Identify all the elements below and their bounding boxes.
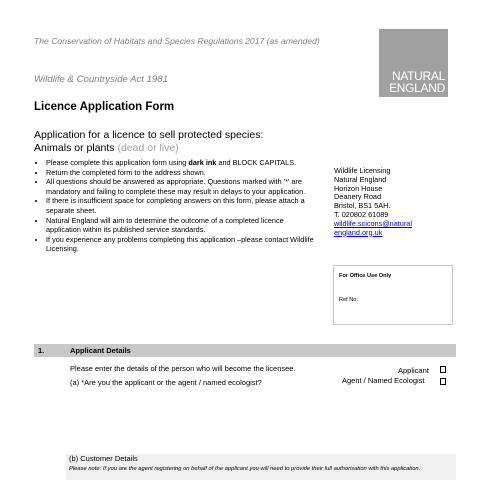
instruction-text: and BLOCK CAPITALS. <box>216 158 297 167</box>
return-address <box>334 167 412 237</box>
address-line: Bristol, BS1 5AH. <box>334 201 391 211</box>
instructions-list <box>32 158 314 254</box>
section-title: Applicant Details <box>70 346 131 355</box>
agent-checkbox[interactable] <box>440 378 446 385</box>
office-use-heading: For Office Use Only <box>339 273 392 279</box>
act-text: Wildlife & Countryside Act 1981 <box>34 74 168 85</box>
section-intro: Please enter the details of the person who will become the licensee. <box>70 364 296 373</box>
address-line: Deanery Road <box>334 192 382 202</box>
subtitle-line-1: Application for a licence to sell protected species: <box>34 129 264 141</box>
customer-details-box <box>66 454 456 480</box>
instruction-emphasis: dark ink <box>188 158 217 167</box>
regulation-text: The Conservation of Habitats and Species Regulations 2017 (as amended) <box>34 36 320 46</box>
instruction-item: • If you experience any problems completing this application –please contact Wildlife Licensing. <box>46 235 314 254</box>
instruction-item: • All questions should be answered as appropriate. Questions marked with '*' are mandatory and failing to complete these may result in delays to your application. <box>46 177 314 196</box>
instruction-item: • Return the completed form to the address shown. <box>46 168 314 178</box>
option-agent-label: Agent / Named Ecologist <box>342 376 425 385</box>
section-1-header <box>34 344 456 357</box>
logo-text-natural: NATURAL <box>391 69 445 83</box>
form-subtitle <box>34 129 263 155</box>
logo-text-england: ENGLAND <box>389 81 445 95</box>
address-line: Wildlife Licensing <box>334 166 391 175</box>
email-link-continued[interactable]: england.org.uk <box>334 227 383 237</box>
instruction-item <box>46 158 314 168</box>
email-link[interactable]: wildlife.scicons@natural <box>334 218 412 228</box>
form-title: Licence Application Form <box>34 101 175 113</box>
ref-no-label: Ref No: <box>339 297 358 303</box>
instruction-text: Please complete this application form using <box>46 158 189 167</box>
phone-number: T. 020802 61089 <box>334 209 389 219</box>
natural-england-logo <box>379 29 448 97</box>
option-applicant-label: Applicant <box>398 366 429 375</box>
question-a: (a) *Are you the applicant or the agent / named ecologist? <box>70 378 262 387</box>
subtitle-line-2 <box>34 142 263 155</box>
customer-details-note: Please note: If you are the agent registering on behalf of the applicant you will need to provide their full authorisation with this application. <box>69 466 421 472</box>
customer-details-title: (b) Customer Details <box>69 454 138 463</box>
instruction-item: • If there is insufficient space for completing answers on this form, please attach a separate sheet. <box>46 196 314 215</box>
applicant-checkbox[interactable] <box>440 366 446 373</box>
address-line: Horizon House <box>334 183 383 193</box>
instruction-item: • Natural England will aim to determine the outcome of a completed licence application within its published service standards. <box>46 216 314 235</box>
address-line: Natural England <box>334 174 387 184</box>
office-use-box <box>333 265 453 325</box>
subtitle-qualifier: (dead or live) <box>117 142 179 154</box>
section-number: 1. <box>38 346 45 355</box>
subtitle-species: Animals or plants <box>34 142 115 154</box>
